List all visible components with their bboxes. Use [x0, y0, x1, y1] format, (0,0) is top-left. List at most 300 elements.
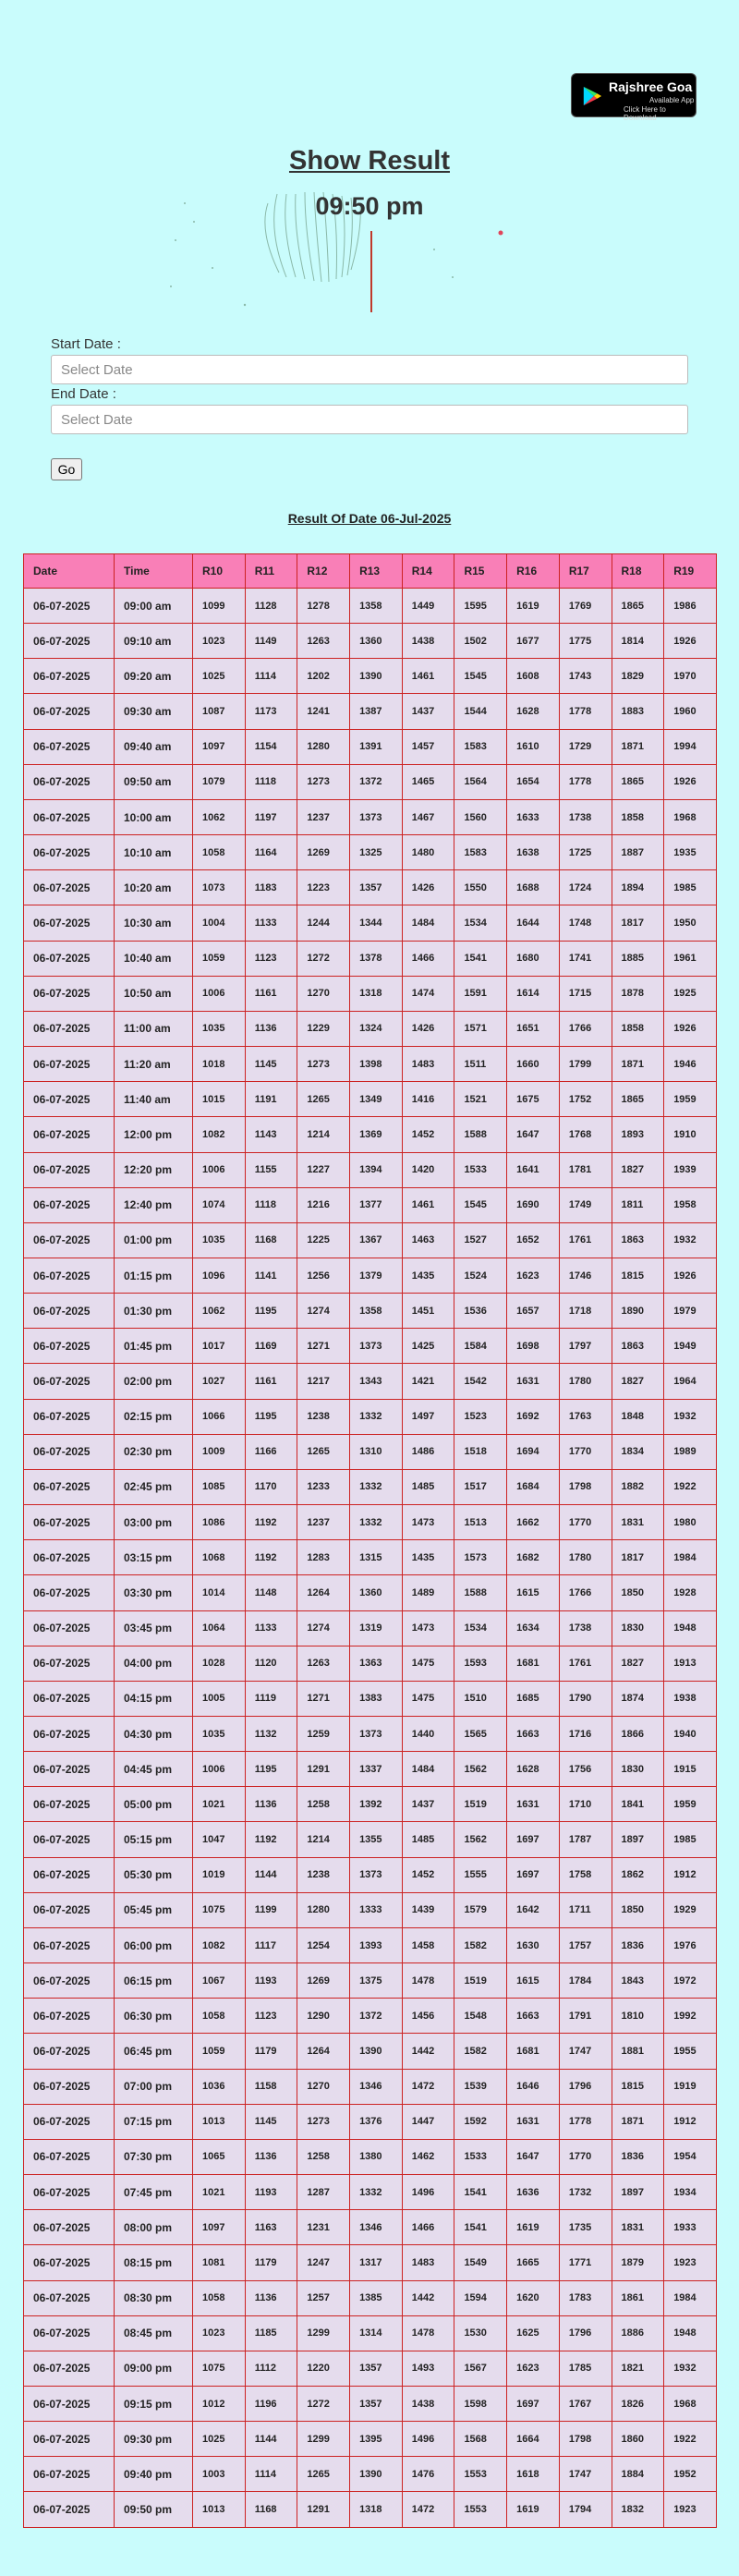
result-cell: 1086: [193, 1505, 246, 1540]
result-cell: 1534: [454, 1610, 507, 1646]
result-cell: 1697: [507, 1822, 560, 1857]
result-cell: 1894: [612, 870, 664, 905]
result-cell: 1874: [612, 1681, 664, 1716]
column-header: R15: [454, 554, 507, 589]
result-cell: 1644: [507, 905, 560, 941]
result-cell: 1675: [507, 1082, 560, 1117]
result-cell: 1763: [559, 1399, 612, 1434]
result-cell: 1935: [664, 835, 717, 870]
date-cell: 06-07-2025: [24, 1364, 115, 1399]
result-cell: 1299: [297, 2422, 350, 2457]
result-cell: 1634: [507, 1610, 560, 1646]
result-cell: 1466: [402, 2210, 454, 2245]
date-cell: 06-07-2025: [24, 1963, 115, 1999]
result-cell: 1059: [193, 2034, 246, 2069]
result-cell: 1332: [350, 2175, 403, 2210]
result-cell: 1164: [245, 835, 297, 870]
table-row: [24, 1117, 717, 1152]
result-cell: 1059: [193, 941, 246, 976]
result-cell: 1690: [507, 1187, 560, 1222]
table-row: [24, 1575, 717, 1610]
result-cell: 1195: [245, 1752, 297, 1787]
result-cell: 1517: [454, 1469, 507, 1504]
result-cell: 1756: [559, 1752, 612, 1787]
result-cell: 1796: [559, 2315, 612, 2351]
result-cell: 1123: [245, 1999, 297, 2034]
time-cell: 07:45 pm: [115, 2175, 193, 2210]
table-row: [24, 2245, 717, 2280]
date-cell: 06-07-2025: [24, 905, 115, 941]
result-cell: 1486: [402, 1434, 454, 1469]
result-cell: 1986: [664, 589, 717, 624]
result-cell: 1519: [454, 1963, 507, 1999]
result-cell: 1761: [559, 1222, 612, 1258]
result-cell: 1195: [245, 1399, 297, 1434]
result-cell: 1738: [559, 1610, 612, 1646]
result-cell: 1885: [612, 941, 664, 976]
result-cell: 1271: [297, 1681, 350, 1716]
result-cell: 1258: [297, 1787, 350, 1822]
date-cell: 06-07-2025: [24, 1892, 115, 1927]
result-cell: 1145: [245, 2104, 297, 2139]
result-cell: 1373: [350, 1329, 403, 1364]
result-cell: 1383: [350, 1681, 403, 1716]
date-cell: 06-07-2025: [24, 2175, 115, 2210]
result-cell: 1217: [297, 1364, 350, 1399]
result-cell: 1154: [245, 729, 297, 764]
column-header: Time: [115, 554, 193, 589]
result-cell: 1478: [402, 1963, 454, 1999]
result-cell: 1883: [612, 694, 664, 729]
result-cell: 1933: [664, 2210, 717, 2245]
result-cell: 1478: [402, 2315, 454, 2351]
result-cell: 1437: [402, 1787, 454, 1822]
result-cell: 1489: [402, 1575, 454, 1610]
date-cell: 06-07-2025: [24, 1681, 115, 1716]
result-cell: 1485: [402, 1822, 454, 1857]
result-cell: 1858: [612, 799, 664, 834]
result-heading: Result Of Date 06-Jul-2025: [287, 511, 452, 526]
result-cell: 1214: [297, 1822, 350, 1857]
result-cell: 1761: [559, 1646, 612, 1681]
result-cell: 1014: [193, 1575, 246, 1610]
result-cell: 1768: [559, 1117, 612, 1152]
result-cell: 1254: [297, 1927, 350, 1962]
table-row: [24, 941, 717, 976]
result-cell: 1395: [350, 2422, 403, 2457]
table-row: [24, 1681, 717, 1716]
time-cell: 09:20 am: [115, 659, 193, 694]
result-cell: 1766: [559, 1011, 612, 1046]
table-row: [24, 1752, 717, 1787]
result-cell: 1834: [612, 1434, 664, 1469]
result-cell: 1959: [664, 1787, 717, 1822]
result-cell: 1270: [297, 976, 350, 1011]
result-cell: 1484: [402, 905, 454, 941]
result-cell: 1932: [664, 1222, 717, 1258]
result-cell: 1185: [245, 2315, 297, 2351]
table-row: [24, 2492, 717, 2527]
result-cell: 1291: [297, 1752, 350, 1787]
result-cell: 1461: [402, 659, 454, 694]
result-cell: 1830: [612, 1752, 664, 1787]
result-cell: 1631: [507, 1364, 560, 1399]
result-cell: 1628: [507, 694, 560, 729]
result-cell: 1452: [402, 1857, 454, 1892]
date-cell: 06-07-2025: [24, 729, 115, 764]
result-cell: 1560: [454, 799, 507, 834]
time-cell: 05:30 pm: [115, 1857, 193, 1892]
result-cell: 1871: [612, 2104, 664, 2139]
result-cell: 1387: [350, 694, 403, 729]
result-cell: 1475: [402, 1646, 454, 1681]
result-cell: 1681: [507, 2034, 560, 2069]
date-cell: 06-07-2025: [24, 694, 115, 729]
result-cell: 1866: [612, 1717, 664, 1752]
result-cell: 1473: [402, 1505, 454, 1540]
result-cell: 1332: [350, 1469, 403, 1504]
date-cell: 06-07-2025: [24, 1222, 115, 1258]
current-time: 09:50 pm: [315, 192, 424, 220]
results-table: [23, 553, 717, 2528]
result-cell: 1497: [402, 1399, 454, 1434]
result-cell: 1457: [402, 729, 454, 764]
table-row: [24, 1927, 717, 1962]
result-cell: 1738: [559, 799, 612, 834]
result-cell: 1099: [193, 589, 246, 624]
result-cell: 1456: [402, 1999, 454, 2034]
table-row: [24, 1258, 717, 1293]
result-cell: 1524: [454, 1258, 507, 1293]
result-cell: 1549: [454, 2245, 507, 2280]
result-cell: 1136: [245, 2280, 297, 2315]
result-cell: 1579: [454, 1892, 507, 1927]
result-cell: 1149: [245, 624, 297, 659]
result-cell: 1021: [193, 2175, 246, 2210]
column-header: Date: [24, 554, 115, 589]
result-cell: 1615: [507, 1575, 560, 1610]
result-cell: 1223: [297, 870, 350, 905]
result-cell: 1769: [559, 589, 612, 624]
result-cell: 1881: [612, 2034, 664, 2069]
time-cell: 11:00 am: [115, 1011, 193, 1046]
result-cell: 1021: [193, 1787, 246, 1822]
column-header: R12: [297, 554, 350, 589]
result-cell: 1929: [664, 1892, 717, 1927]
result-cell: 1310: [350, 1434, 403, 1469]
result-cell: 1625: [507, 2315, 560, 2351]
result-cell: 1087: [193, 694, 246, 729]
date-cell: 06-07-2025: [24, 1187, 115, 1222]
result-cell: 1663: [507, 1717, 560, 1752]
result-cell: 1767: [559, 2386, 612, 2421]
start-date-input[interactable]: [51, 355, 688, 384]
result-cell: 1511: [454, 1047, 507, 1082]
time-cell: 10:00 am: [115, 799, 193, 834]
date-cell: 06-07-2025: [24, 835, 115, 870]
result-cell: 1584: [454, 1329, 507, 1364]
result-cell: 1013: [193, 2104, 246, 2139]
end-date-input[interactable]: [51, 405, 688, 434]
result-cell: 1123: [245, 941, 297, 976]
column-header: R10: [193, 554, 246, 589]
result-cell: 1642: [507, 1892, 560, 1927]
result-cell: 1247: [297, 2245, 350, 2280]
result-cell: 1392: [350, 1787, 403, 1822]
result-cell: 1980: [664, 1505, 717, 1540]
date-cell: 06-07-2025: [24, 1294, 115, 1329]
result-cell: 1618: [507, 2457, 560, 2492]
result-cell: 1657: [507, 1294, 560, 1329]
time-cell: 09:40 am: [115, 729, 193, 764]
result-cell: 1179: [245, 2245, 297, 2280]
result-cell: 1066: [193, 1399, 246, 1434]
result-cell: 1766: [559, 1575, 612, 1610]
result-cell: 1783: [559, 2280, 612, 2315]
result-cell: 1075: [193, 1892, 246, 1927]
date-cell: 06-07-2025: [24, 1505, 115, 1540]
result-cell: 1831: [612, 2210, 664, 2245]
result-cell: 1858: [612, 1011, 664, 1046]
result-cell: 1035: [193, 1222, 246, 1258]
result-cell: 1925: [664, 976, 717, 1011]
table-row: [24, 2210, 717, 2245]
result-cell: 1815: [612, 1258, 664, 1293]
result-cell: 1343: [350, 1364, 403, 1399]
result-cell: 1358: [350, 1294, 403, 1329]
result-cell: 1085: [193, 1469, 246, 1504]
result-cell: 1827: [612, 1364, 664, 1399]
result-cell: 1332: [350, 1399, 403, 1434]
result-cell: 1573: [454, 1540, 507, 1575]
result-cell: 1827: [612, 1152, 664, 1187]
table-row: [24, 2422, 717, 2457]
table-row: [24, 1963, 717, 1999]
table-row: [24, 1434, 717, 1469]
result-cell: 1027: [193, 1364, 246, 1399]
table-row: [24, 2104, 717, 2139]
time-cell: 05:15 pm: [115, 1822, 193, 1857]
result-cell: 1283: [297, 1540, 350, 1575]
result-cell: 1013: [193, 2492, 246, 2527]
column-header: R16: [507, 554, 560, 589]
result-cell: 1073: [193, 870, 246, 905]
result-cell: 1582: [454, 2034, 507, 2069]
result-cell: 1028: [193, 1646, 246, 1681]
time-cell: 06:00 pm: [115, 1927, 193, 1962]
result-cell: 1269: [297, 835, 350, 870]
result-cell: 1259: [297, 1717, 350, 1752]
date-cell: 06-07-2025: [24, 2386, 115, 2421]
result-cell: 1473: [402, 1610, 454, 1646]
column-header: R11: [245, 554, 297, 589]
result-cell: 1926: [664, 764, 717, 799]
result-cell: 1912: [664, 1857, 717, 1892]
table-row: [24, 2034, 717, 2069]
result-cell: 1922: [664, 2422, 717, 2457]
table-row: [24, 1011, 717, 1046]
table-row: [24, 2351, 717, 2386]
result-cell: 1893: [612, 1117, 664, 1152]
result-cell: 1588: [454, 1575, 507, 1610]
date-cell: 06-07-2025: [24, 764, 115, 799]
result-cell: 1952: [664, 2457, 717, 2492]
start-date-label: Start Date :: [51, 336, 121, 352]
result-cell: 1265: [297, 1082, 350, 1117]
date-cell: 06-07-2025: [24, 589, 115, 624]
result-cell: 1035: [193, 1011, 246, 1046]
result-cell: 1074: [193, 1187, 246, 1222]
date-cell: 06-07-2025: [24, 1927, 115, 1962]
result-cell: 1588: [454, 1117, 507, 1152]
result-cell: 1829: [612, 659, 664, 694]
result-cell: 1912: [664, 2104, 717, 2139]
result-cell: 1964: [664, 1364, 717, 1399]
result-cell: 1949: [664, 1329, 717, 1364]
result-cell: 1623: [507, 1258, 560, 1293]
result-cell: 1541: [454, 941, 507, 976]
result-cell: 1199: [245, 1892, 297, 1927]
result-cell: 1442: [402, 2034, 454, 2069]
result-cell: 1663: [507, 1999, 560, 2034]
time-cell: 01:30 pm: [115, 1294, 193, 1329]
time-cell: 02:30 pm: [115, 1434, 193, 1469]
column-header: R19: [664, 554, 717, 589]
result-cell: 1273: [297, 764, 350, 799]
result-cell: 1791: [559, 1999, 612, 2034]
result-cell: 1836: [612, 2139, 664, 2174]
result-cell: 1079: [193, 764, 246, 799]
result-cell: 1757: [559, 1927, 612, 1962]
result-cell: 1062: [193, 1294, 246, 1329]
result-cell: 1421: [402, 1364, 454, 1399]
app-download-badge[interactable]: [571, 73, 697, 122]
result-cell: 1155: [245, 1152, 297, 1187]
result-cell: 1541: [454, 2175, 507, 2210]
result-cell: 1483: [402, 1047, 454, 1082]
result-cell: 1133: [245, 1610, 297, 1646]
result-cell: 1360: [350, 1575, 403, 1610]
result-cell: 1299: [297, 2315, 350, 2351]
result-cell: 1660: [507, 1047, 560, 1082]
result-cell: 1274: [297, 1294, 350, 1329]
result-cell: 1067: [193, 1963, 246, 1999]
time-cell: 04:45 pm: [115, 1752, 193, 1787]
result-cell: 1592: [454, 2104, 507, 2139]
result-cell: 1005: [193, 1681, 246, 1716]
date-cell: 06-07-2025: [24, 941, 115, 976]
result-cell: 1681: [507, 1646, 560, 1681]
table-row: [24, 1999, 717, 2034]
result-cell: 1638: [507, 835, 560, 870]
result-cell: 1724: [559, 870, 612, 905]
result-cell: 1748: [559, 905, 612, 941]
result-cell: 1636: [507, 2175, 560, 2210]
result-cell: 1467: [402, 799, 454, 834]
result-cell: 1641: [507, 1152, 560, 1187]
result-cell: 1391: [350, 729, 403, 764]
result-cell: 1168: [245, 2492, 297, 2527]
time-cell: 12:00 pm: [115, 1117, 193, 1152]
result-cell: 1263: [297, 1646, 350, 1681]
result-cell: 1227: [297, 1152, 350, 1187]
table-row: [24, 1364, 717, 1399]
result-cell: 1023: [193, 2315, 246, 2351]
go-button[interactable]: Go: [51, 458, 82, 480]
result-cell: 1377: [350, 1187, 403, 1222]
result-cell: 1521: [454, 1082, 507, 1117]
date-cell: 06-07-2025: [24, 976, 115, 1011]
result-cell: 1163: [245, 2210, 297, 2245]
result-cell: 1264: [297, 1575, 350, 1610]
result-cell: 1360: [350, 624, 403, 659]
result-cell: 1968: [664, 799, 717, 834]
result-cell: 1333: [350, 1892, 403, 1927]
result-cell: 1244: [297, 905, 350, 941]
result-cell: 1009: [193, 1434, 246, 1469]
result-cell: 1662: [507, 1505, 560, 1540]
result-cell: 1831: [612, 1505, 664, 1540]
result-cell: 1357: [350, 2351, 403, 2386]
result-cell: 1950: [664, 905, 717, 941]
result-cell: 1817: [612, 1540, 664, 1575]
result-cell: 1919: [664, 2069, 717, 2104]
result-cell: 1119: [245, 1681, 297, 1716]
time-cell: 09:30 am: [115, 694, 193, 729]
result-cell: 1465: [402, 764, 454, 799]
result-cell: 1583: [454, 729, 507, 764]
date-cell: 06-07-2025: [24, 2069, 115, 2104]
column-header: R13: [350, 554, 403, 589]
table-row: [24, 2069, 717, 2104]
result-cell: 1565: [454, 1717, 507, 1752]
date-cell: 06-07-2025: [24, 2139, 115, 2174]
time-cell: 09:40 pm: [115, 2457, 193, 2492]
result-cell: 1375: [350, 1963, 403, 1999]
result-cell: 1170: [245, 1469, 297, 1504]
result-cell: 1752: [559, 1082, 612, 1117]
result-cell: 1890: [612, 1294, 664, 1329]
result-cell: 1882: [612, 1469, 664, 1504]
result-cell: 1466: [402, 941, 454, 976]
result-cell: 1379: [350, 1258, 403, 1293]
result-cell: 1006: [193, 1152, 246, 1187]
result-cell: 1136: [245, 1787, 297, 1822]
result-cell: 1863: [612, 1329, 664, 1364]
date-cell: 06-07-2025: [24, 1822, 115, 1857]
result-cell: 1692: [507, 1399, 560, 1434]
table-row: [24, 905, 717, 941]
table-row: [24, 1399, 717, 1434]
result-cell: 1848: [612, 1399, 664, 1434]
result-cell: 1711: [559, 1892, 612, 1927]
table-row: [24, 1152, 717, 1187]
result-cell: 1928: [664, 1575, 717, 1610]
result-cell: 1241: [297, 694, 350, 729]
table-header-row: [24, 554, 717, 589]
result-cell: 1273: [297, 2104, 350, 2139]
result-cell: 1865: [612, 1082, 664, 1117]
result-cell: 1619: [507, 589, 560, 624]
result-cell: 1287: [297, 2175, 350, 2210]
result-cell: 1923: [664, 2245, 717, 2280]
result-cell: 1158: [245, 2069, 297, 2104]
result-cell: 1790: [559, 1681, 612, 1716]
result-cell: 1373: [350, 1717, 403, 1752]
result-cell: 1229: [297, 1011, 350, 1046]
result-cell: 1493: [402, 2351, 454, 2386]
result-cell: 1841: [612, 1787, 664, 1822]
